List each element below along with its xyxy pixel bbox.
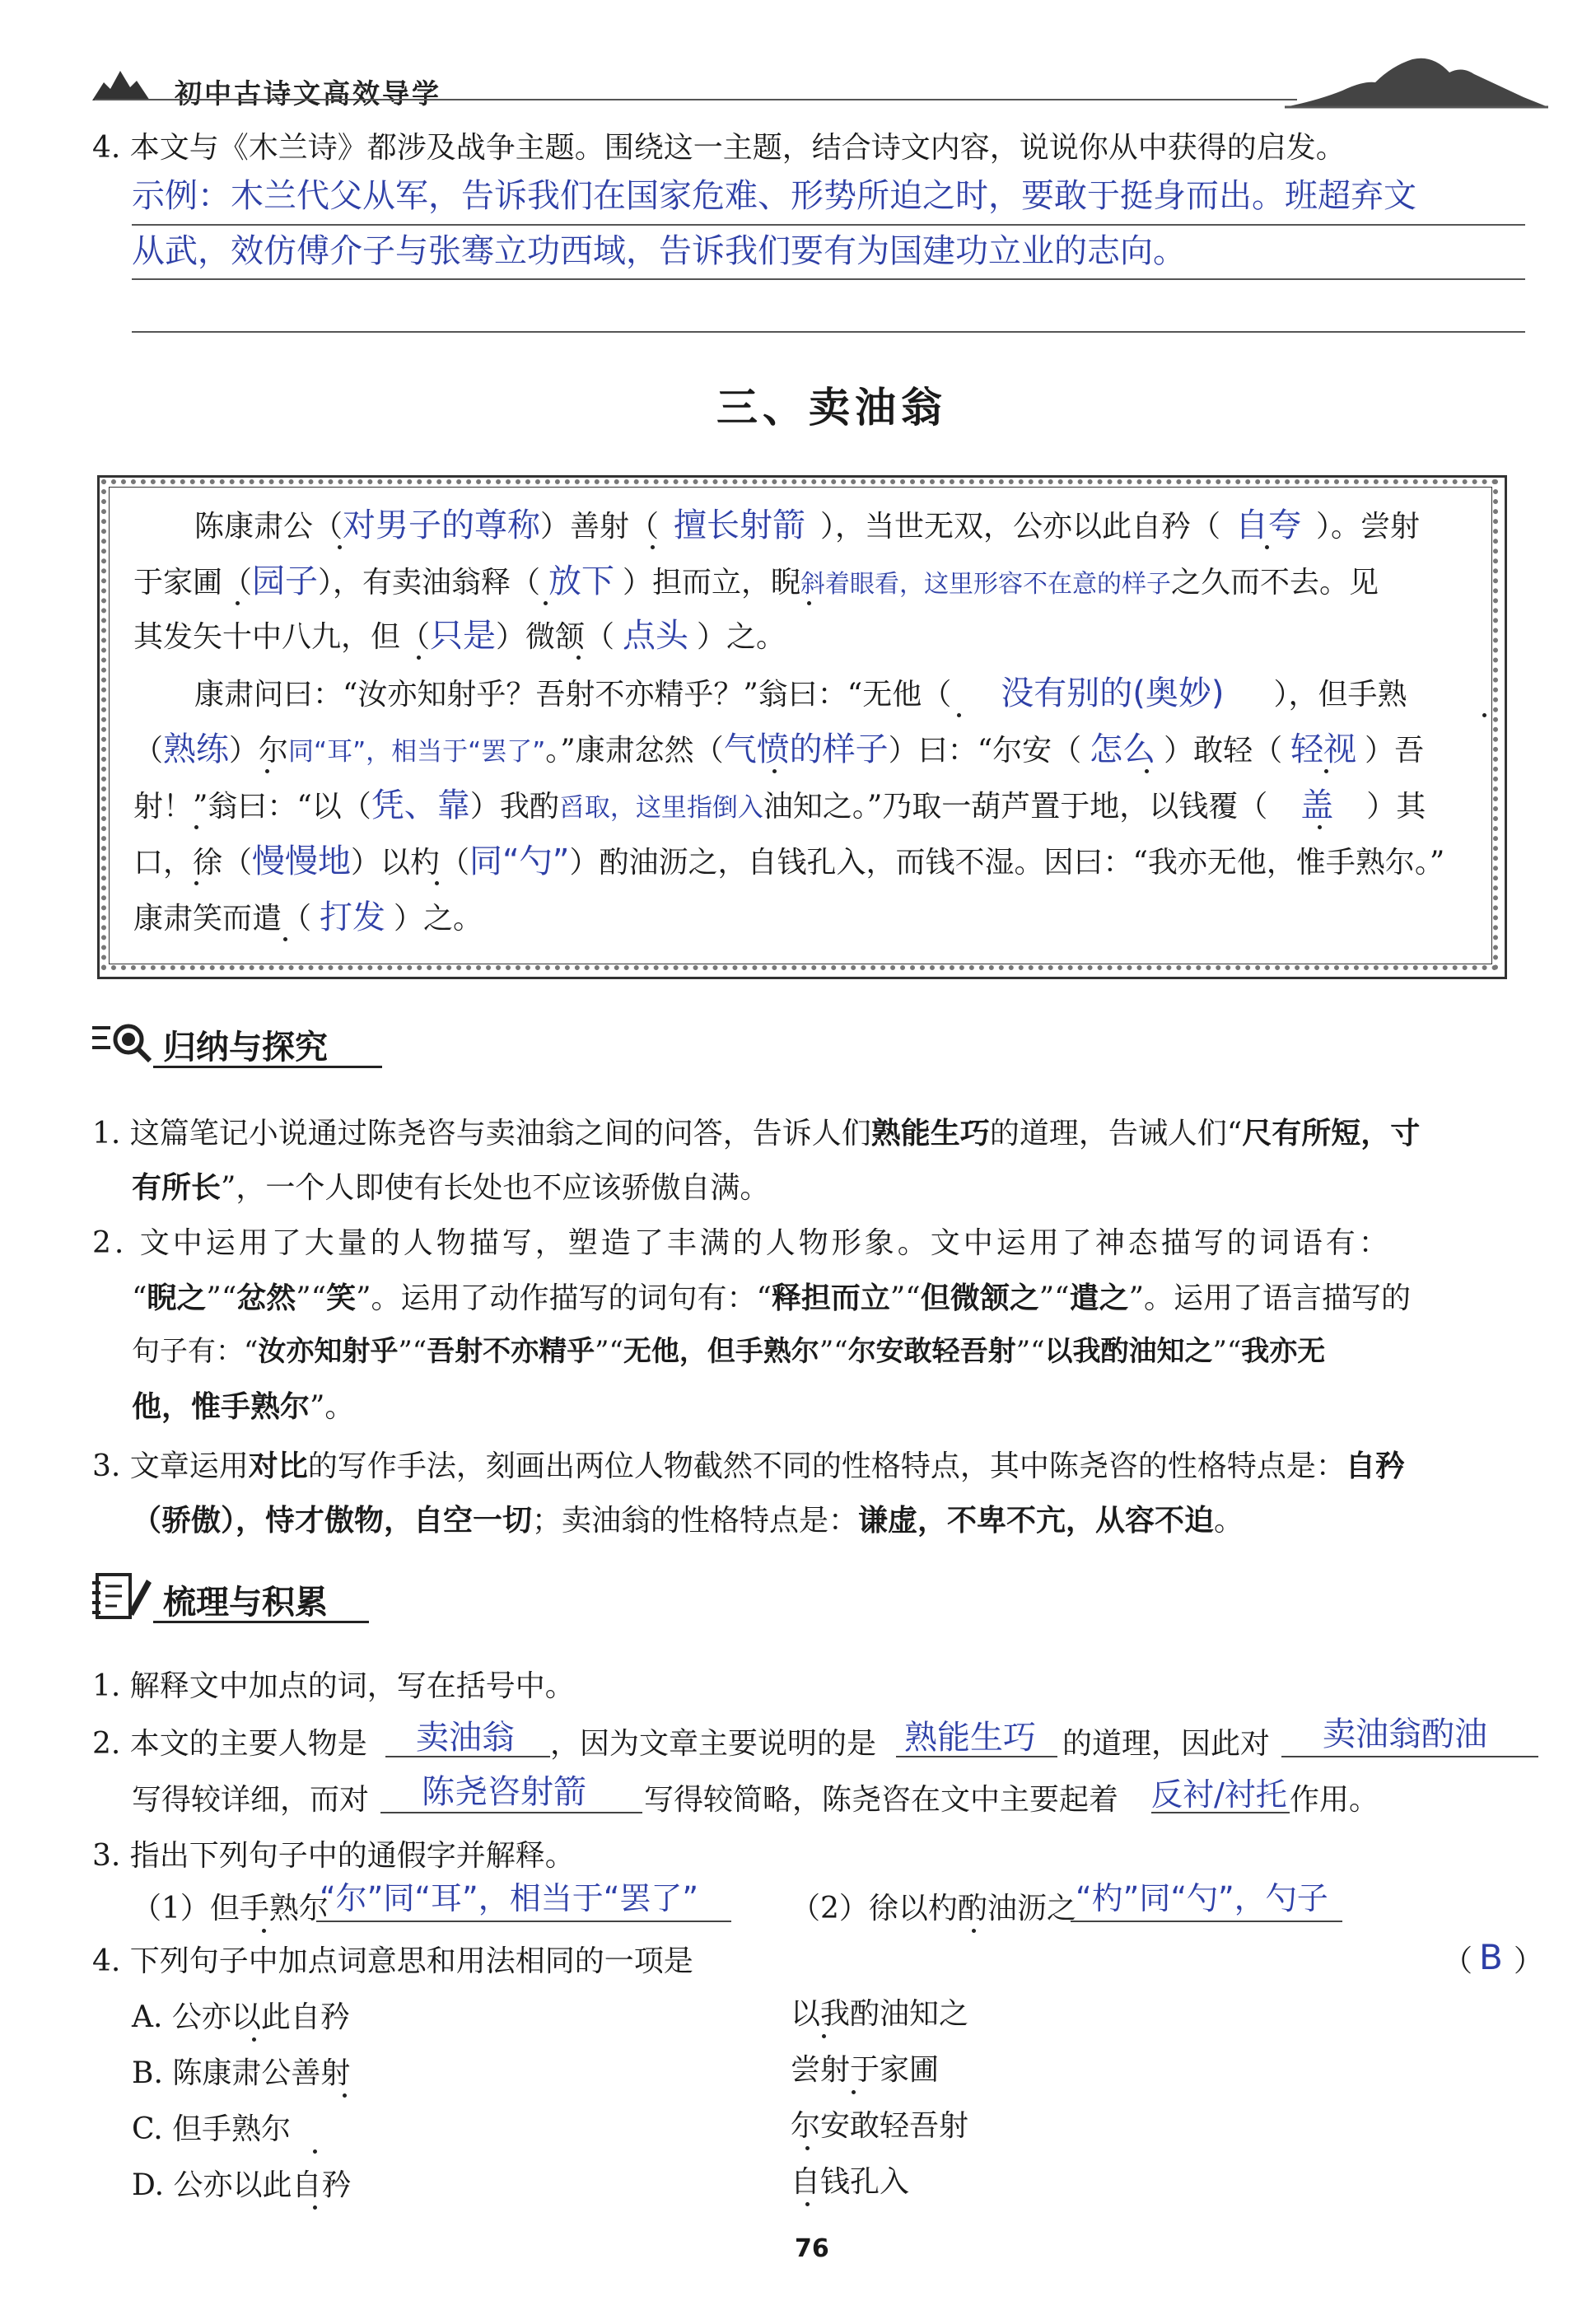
emphasis-dot xyxy=(1482,713,1486,717)
review-q2-text: 写得较详细，而对 xyxy=(132,1783,370,1817)
inductive-text: ”“ xyxy=(1015,1335,1045,1368)
section-title: 三、卖油翁 xyxy=(716,383,947,432)
passage-annotation: 斜着眼看，这里形容不在意的样子 xyxy=(800,570,1172,599)
passage-text: 油知之。”乃取一葫芦置于地，以钱覆（ xyxy=(763,790,1268,824)
emphasis-dot xyxy=(1145,769,1149,773)
passage-text: ），有卖油翁释（ xyxy=(318,566,541,600)
mountain-left-icon xyxy=(92,64,158,100)
passage-text: ）其 xyxy=(1366,790,1426,824)
inductive-answer: 释担而立 xyxy=(771,1281,890,1315)
passage-annotation: 没有别的(奥妙) xyxy=(1001,674,1225,712)
emphasis-dot xyxy=(822,2034,826,2038)
inductive-text: ”“ xyxy=(595,1335,623,1368)
inductive-answer: 我亦无 xyxy=(1241,1335,1326,1368)
option-d-compare: 自钱孔入 xyxy=(791,2165,910,2199)
passage-annotation: 对男子的尊称 xyxy=(343,506,541,544)
review-q2-text: 2. 本文的主要人物是 xyxy=(92,1727,367,1761)
passage-text: ）敢轻（ xyxy=(1164,734,1283,768)
inductive-answer: 遣之 xyxy=(1069,1281,1129,1315)
fill-answer: 卖油翁 xyxy=(416,1719,515,1757)
passage-text: 康肃笑而遣（ xyxy=(133,902,312,936)
passage-text: 口，徐（ xyxy=(133,846,253,880)
inductive-answer: 睨之 xyxy=(147,1281,207,1315)
inductive-text: ”，一个人即使有长处也不应该骄傲自满。 xyxy=(221,1171,770,1205)
inductive-answer: 熟能生巧 xyxy=(870,1116,990,1150)
inductive-text: ”。 xyxy=(310,1390,355,1424)
inductive-text: ”“ xyxy=(1038,1281,1070,1315)
inductive-text: 1. 这篇笔记小说通过陈尧咨与卖油翁之间的问答，告诉人们 xyxy=(92,1117,871,1150)
magnifier-icon xyxy=(92,1020,155,1062)
passage-annotation: 自夸 xyxy=(1235,506,1302,544)
review-q3: 3. 指出下列句子中的通假字并解释。 xyxy=(92,1839,575,1873)
inductive-text: ”“ xyxy=(889,1281,921,1315)
emphasis-dot xyxy=(338,545,342,549)
emphasis-dot xyxy=(417,656,421,660)
emphasis-dot xyxy=(805,2146,810,2150)
emphasis-dot xyxy=(805,2202,810,2206)
passage-frame-inner xyxy=(109,487,1492,964)
q4-top-question: 4. 本文与《木兰诗》都涉及战争主题。围绕这一主题，结合诗文内容，说说你从中获得的启发。 xyxy=(92,131,1346,165)
inductive-text: 2. 文中运用了大量的人物描写，塑造了丰满的人物形象。文中运用了神态描写的词语有： xyxy=(92,1226,1392,1260)
passage-text: 陈康肃公（ xyxy=(194,510,343,544)
inductive-answer: 汝亦知射乎 xyxy=(258,1335,399,1368)
inductive-text: “ xyxy=(132,1281,147,1315)
inductive-text: 的道理，告诫人们“ xyxy=(989,1117,1243,1150)
inductive-answer: 尺有所短，寸 xyxy=(1242,1116,1421,1150)
option-d: D. 公亦以此自矜 xyxy=(132,2168,352,2202)
emphasis-dot xyxy=(265,769,269,773)
inductive-text: ”“ xyxy=(819,1335,848,1368)
inductive-heading: 归纳与探究 xyxy=(163,1029,328,1066)
passage-text: ）以杓（ xyxy=(351,846,470,880)
passage-text: 其发矢十中八九，但（ xyxy=(133,620,431,654)
passage-annotation: 点头 xyxy=(623,617,689,655)
passage-annotation: 同“耳”，相当于“罢了” xyxy=(288,737,546,767)
passage-text: ）曰：“尔安（ xyxy=(888,734,1082,768)
fill-blank-line xyxy=(316,1921,731,1922)
header-title: 初中古诗文高效导学 xyxy=(175,77,441,110)
inductive-answer: 忿然 xyxy=(236,1281,296,1315)
emphasis-dot xyxy=(252,2037,256,2042)
answer-paren-left: （ xyxy=(1443,1944,1473,1978)
inductive-text: 。 xyxy=(1214,1504,1244,1538)
passage-annotation: 轻视 xyxy=(1290,730,1357,768)
review-heading: 梳理与积累 xyxy=(163,1584,328,1622)
passage-annotation: 慢慢地 xyxy=(252,842,352,880)
inductive-text: 句子有：“ xyxy=(132,1335,259,1368)
review-q3-1: （1）但手熟尔 xyxy=(132,1892,329,1925)
inductive-answer: 尔安敢轻吾射 xyxy=(847,1335,1016,1368)
passage-text: 康肃问曰：“汝亦知射乎？吾射不亦精乎？”翁曰：“无他（ xyxy=(194,678,952,712)
review-q2-text: 写得较简略，陈尧咨在文中主要起着 xyxy=(644,1783,1119,1817)
option-a-compare: 以我酌油知之 xyxy=(791,1997,969,2031)
emphasis-dot xyxy=(283,937,287,941)
fill-blank-line xyxy=(385,1756,550,1757)
passage-annotation: 园子 xyxy=(252,562,319,600)
inductive-answer: 以我酌油知之 xyxy=(1044,1335,1213,1368)
option-c: C. 但手熟尔 xyxy=(132,2112,292,2146)
option-a: A. 公亦以此自矜 xyxy=(132,2000,350,2034)
passage-text: （ xyxy=(133,734,164,768)
passage-annotation: 舀取，这里指倒入 xyxy=(558,793,763,823)
fill-answer: 陈尧咨射箭 xyxy=(422,1773,586,1811)
passage-text: ）酌油沥之，自钱孔入，而钱不湿。因曰：“我亦无他，惟手熟尔。” xyxy=(569,846,1445,880)
passage-text: 于家圃（ xyxy=(133,566,253,600)
answer-rule xyxy=(132,278,1525,280)
passage-text: ）。尝射 xyxy=(1316,510,1421,544)
review-q2-text: 作用。 xyxy=(1290,1783,1379,1817)
option-b-compare: 尝射于家圃 xyxy=(791,2053,940,2087)
emphasis-dot xyxy=(313,2205,317,2210)
emphasis-dot xyxy=(576,656,581,660)
choice-answer: B xyxy=(1479,1937,1503,1977)
emphasis-dot xyxy=(194,881,198,885)
fill-blank-line xyxy=(1071,1921,1342,1922)
emphasis-dot xyxy=(544,601,548,605)
passage-text: ）我酌 xyxy=(469,790,559,824)
emphasis-dot xyxy=(236,601,240,605)
inductive-text: ”。运用了语言描写的 xyxy=(1128,1281,1411,1315)
emphasis-dot xyxy=(1318,825,1322,829)
emphasis-dot xyxy=(313,2149,317,2154)
review-q2-text: ，因为文章主要说明的是 xyxy=(550,1727,877,1761)
emphasis-dot xyxy=(194,825,198,829)
option-b: B. 陈康肃公善射 xyxy=(132,2056,351,2090)
inductive-text: ”“ xyxy=(1212,1335,1242,1368)
fill-blank-line xyxy=(1281,1756,1538,1757)
emphasis-dot xyxy=(852,2090,856,2094)
emphasis-dot xyxy=(435,881,439,885)
passage-annotation: 怎么 xyxy=(1090,730,1156,768)
passage-text: ）尔 xyxy=(229,734,289,768)
fill-blank-line xyxy=(1151,1812,1290,1813)
notebook-pencil-icon xyxy=(92,1571,152,1622)
passage-text: ）担而立，睨 xyxy=(623,566,801,600)
emphasis-dot xyxy=(1324,769,1328,773)
passage-annotation: 凭、靠 xyxy=(371,786,470,824)
heading-underline xyxy=(153,1621,369,1623)
inductive-text: ”。运用了动作描写的词句有：“ xyxy=(356,1281,772,1315)
fill-answer: 反衬/衬托 xyxy=(1151,1776,1287,1813)
passage-text: ）之。 xyxy=(394,902,483,936)
emphasis-dot xyxy=(262,1929,266,1933)
inductive-answer: 有所长 xyxy=(132,1170,222,1205)
q4-top-answer-line1: 示例：木兰代父从军，告诉我们在国家危难、形势所迫之时，要敢于挺身而出。班超弃文 xyxy=(132,177,1416,215)
emphasis-dot xyxy=(1265,545,1269,549)
review-q3-2: （2）徐以杓酌油沥之 xyxy=(791,1892,1076,1925)
emphasis-dot xyxy=(772,769,777,773)
inductive-text: 的写作手法，刻画出两位人物截然不同的性格特点，其中陈尧咨的性格特点是： xyxy=(307,1449,1346,1483)
passage-annotation: 只是 xyxy=(430,617,497,655)
inductive-text: ”“ xyxy=(296,1281,327,1315)
emphasis-dot xyxy=(807,601,811,605)
inductive-text: ；卖油翁的性格特点是： xyxy=(532,1504,859,1538)
fill-answer: 卖油翁酌油 xyxy=(1323,1715,1487,1753)
inductive-text: 3. 文章运用 xyxy=(92,1449,249,1483)
passage-annotation: 放下 xyxy=(548,562,615,600)
passage-text: ）善射（ xyxy=(540,510,660,544)
header-rule xyxy=(95,99,1297,100)
q4-top-answer-line2: 从武，效仿傅介子与张骞立功西域，告诉我们要有为国建功立业的志向。 xyxy=(132,232,1186,270)
emphasis-dot xyxy=(957,713,961,717)
review-q1: 1. 解释文中加点的词，写在括号中。 xyxy=(92,1669,575,1703)
inductive-answer: 谦虚，不卑不亢，从容不迫 xyxy=(858,1503,1215,1538)
passage-annotation: 气愤的样子 xyxy=(723,730,889,768)
inductive-text: ”“ xyxy=(398,1335,427,1368)
inductive-answer: 笑 xyxy=(326,1281,357,1315)
passage-annotation: 擅长射箭 xyxy=(674,506,806,544)
emphasis-dot xyxy=(972,1929,976,1933)
fill-answer: “尔”同“耳”，相当于“罢了” xyxy=(320,1880,699,1916)
page-number: 76 xyxy=(795,2234,829,2263)
mountain-right-icon xyxy=(1285,49,1548,115)
passage-text: ）微颔（ xyxy=(496,620,615,654)
review-q2-text: 的道理，因此对 xyxy=(1062,1727,1271,1761)
fill-answer: “杓”同“勺”，勺子 xyxy=(1076,1880,1328,1916)
answer-rule xyxy=(132,224,1525,226)
inductive-answer: 但微颔之 xyxy=(920,1281,1039,1315)
passage-text: ），当世无双，公亦以此自矜（ xyxy=(820,510,1221,544)
inductive-answer: （骄傲），恃才傲物，自空一切 xyxy=(132,1503,533,1538)
passage-annotation: 同“勺” xyxy=(469,842,570,880)
fill-blank-line xyxy=(380,1812,642,1813)
passage-text: 射！”翁曰：“以（ xyxy=(133,790,371,824)
inductive-answer: 自矜 xyxy=(1345,1449,1405,1483)
fill-blank-line xyxy=(896,1756,1057,1757)
passage-annotation: 盖 xyxy=(1300,786,1334,824)
inductive-answer: 吾射不亦精乎 xyxy=(427,1335,595,1368)
inductive-answer: 对比 xyxy=(248,1449,308,1483)
option-c-compare: 尔安敢轻吾射 xyxy=(791,2109,969,2143)
answer-rule xyxy=(132,331,1525,333)
emphasis-dot xyxy=(651,545,655,549)
passage-text: ），但手熟 xyxy=(1273,678,1407,712)
passage-text: ）之。 xyxy=(697,620,786,654)
inductive-text: ”“ xyxy=(206,1281,237,1315)
passage-text: 。”康肃忿然（ xyxy=(545,734,724,768)
passage-text: ）吾 xyxy=(1365,734,1425,768)
passage-annotation: 打发 xyxy=(320,898,386,936)
passage-annotation: 熟练 xyxy=(163,730,230,768)
fill-answer: 熟能生巧 xyxy=(904,1719,1036,1757)
passage-text: 之久而不去。见 xyxy=(1171,566,1379,600)
answer-paren-right: ） xyxy=(1514,1944,1544,1978)
review-q4: 4. 下列句子中加点词意思和用法相同的一项是 xyxy=(92,1944,693,1978)
emphasis-dot xyxy=(343,2093,347,2098)
inductive-answer: 他，惟手熟尔 xyxy=(132,1389,310,1424)
inductive-answer: 无他，但手熟尔 xyxy=(623,1335,819,1368)
heading-underline xyxy=(153,1066,382,1068)
